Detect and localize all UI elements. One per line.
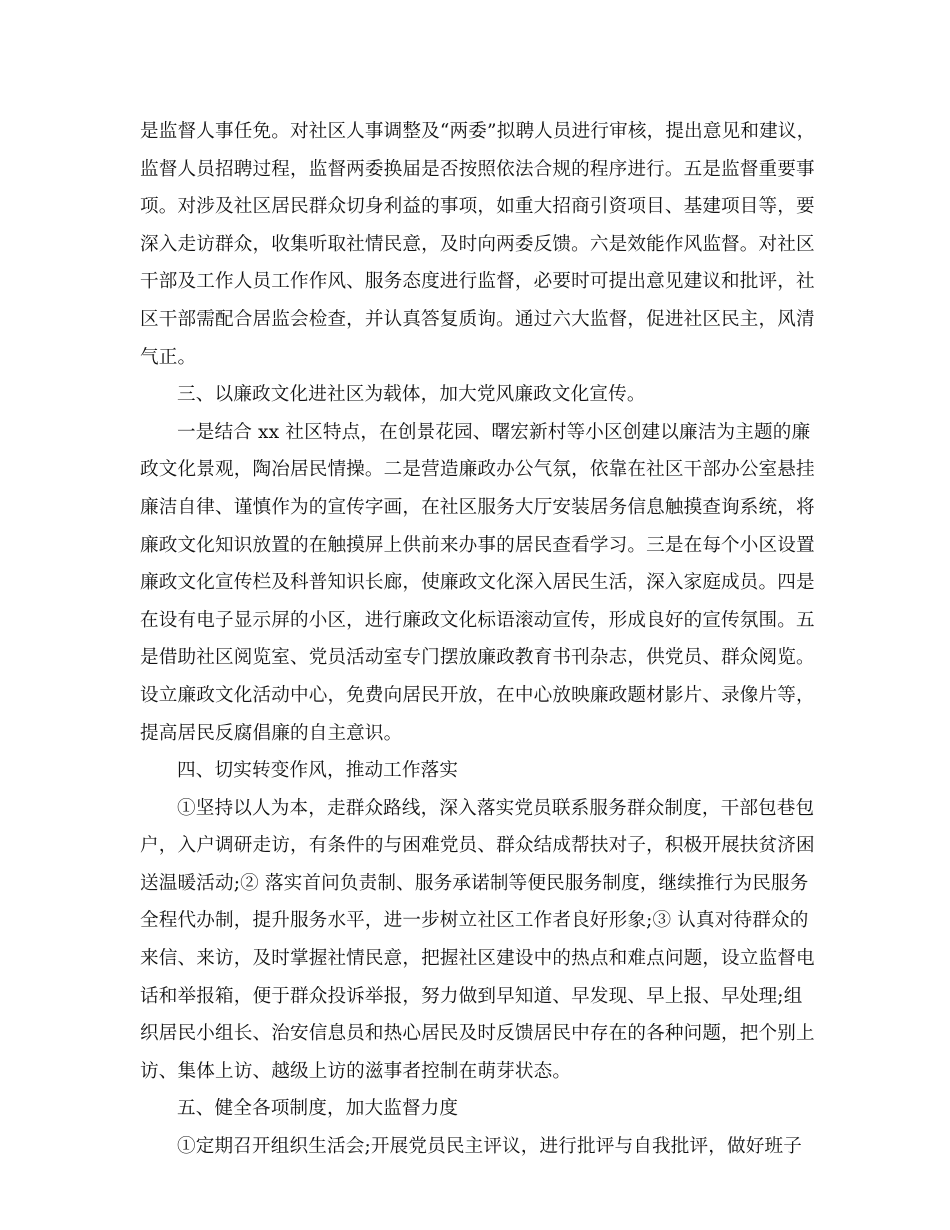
section-heading: 四、切实转变作风，推动工作落实	[177, 760, 459, 782]
text-line: 提高居民反腐倡廉的自主意识。	[140, 722, 403, 744]
text-line: 廉洁自律、谨慎作为的宣传字画，在社区服务大厅安装居务信息触摸查询系统，将	[140, 496, 815, 518]
text-line: 访、集体上访、越级上访的滋事者控制在萌芽状态。	[140, 1060, 572, 1082]
text-line: ①坚持以人为本，走群众路线，深入落实党员联系服务群众制度，干部包巷包	[177, 797, 815, 819]
text-line: 全程代办制，提升服务水平，进一步树立社区工作者良好形象;③ 认真对待群众的	[140, 910, 809, 932]
text-line: 是借助社区阅览室、党员活动室专门摆放廉政教育书刊杂志，供党员、群众阅览。	[140, 647, 815, 669]
text-line: 在设有电子显示屏的小区，进行廉政文化标语滚动宣传，形成良好的宣传氛围。五	[140, 609, 815, 631]
text-line: 话和举报箱，便于群众投诉举报，努力做到早知道、早发现、早上报、早处理;组	[140, 985, 803, 1007]
section-heading: 三、以廉政文化进社区为载体，加大党风廉政文化宣传。	[177, 384, 646, 406]
text-line: 户，入户调研走访，有条件的与困难党员、群众结成帮扶对子，积极开展扶贫济困	[140, 835, 815, 857]
text-line: 廉政文化知识放置的在触摸屏上供前来办事的居民查看学习。三是在每个小区设置	[140, 534, 815, 556]
text-line: 廉政文化宣传栏及科普知识长廊，使廉政文化深入居民生活，深入家庭成员。四是	[140, 572, 815, 594]
section-heading: 五、健全各项制度，加大监督力度	[177, 1098, 459, 1120]
text-line: 区干部需配合居监会检查，并认真答复质询。通过六大监督，促进社区民主，风清	[140, 308, 815, 330]
text-line: ①定期召开组织生活会;开展党员民主评议，进行批评与自我批评，做好班子	[177, 1136, 802, 1158]
text-line: 监督人员招聘过程，监督两委换届是否按照依法合规的程序进行。五是监督重要事	[140, 158, 815, 180]
text-line: 送温暖活动;② 落实首问负责制、服务承诺制等便民服务制度，继续推行为民服务	[140, 872, 809, 894]
text-line: 项。对涉及社区居民群众切身利益的事项，如重大招商引资项目、基建项目等，要	[140, 196, 815, 218]
text-line: 来信、来访，及时掌握社情民意，把握社区建设中的热点和难点问题，设立监督电	[140, 948, 815, 970]
text-line: 政文化景观，陶冶居民情操。二是营造廉政办公气氛，依靠在社区干部办公室悬挂	[140, 459, 815, 481]
text-line: 设立廉政文化活动中心，免费向居民开放，在中心放映廉政题材影片、录像片等，	[140, 684, 815, 706]
text-line: 织居民小组长、治安信息员和热心居民及时反馈居民中存在的各种问题，把个别上	[140, 1023, 815, 1045]
text-line: 是监督人事任免。对社区人事调整及“两委”拟聘人员进行审核，提出意见和建议，	[140, 121, 816, 142]
text-line: 深入走访群众，收集听取社情民意，及时向两委反馈。六是效能作风监督。对社区	[140, 233, 815, 255]
text-line: 干部及工作人员工作作风、服务态度进行监督，必要时可提出意见建议和批评，社	[140, 271, 815, 293]
text-line: 一是结合 xx 社区特点，在创景花园、曙宏新村等小区创建以廉洁为主题的廉	[177, 421, 811, 443]
text-line: 气正。	[140, 346, 197, 368]
document-body	[140, 113, 824, 1166]
